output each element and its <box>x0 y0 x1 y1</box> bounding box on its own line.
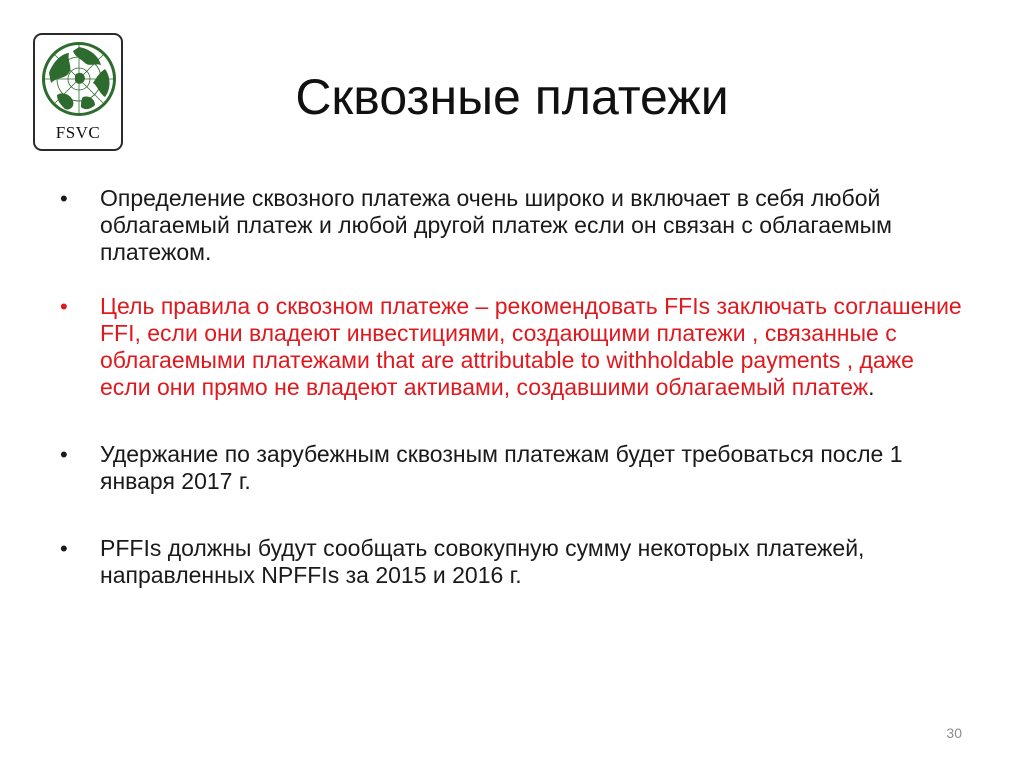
logo-text: FSVC <box>55 123 101 142</box>
bullet-text: PFFIs должны будут сообщать совокупную сумму некоторых платежей, направленных NPFFIs за 2015 и 2016 г. <box>100 535 865 588</box>
slide-title: Сквозные платежи <box>295 69 729 125</box>
bullet-item-goal <box>60 293 970 401</box>
bullet-item-withholding <box>60 441 970 495</box>
bullet-tail: . <box>868 374 875 400</box>
bullet-text: Цель правила о сквозном платеже – рекомендовать FFIs заключать соглашение FFI, если они владеют инвестициями, создающими платежи , связанные с облагаемыми платежами that are attributable to withholdable payments , даже если они прямо не владеют активами, создавшими облагаемый платеж <box>100 293 962 400</box>
bullet-dot: • <box>60 442 68 467</box>
bullet-text: Определение сквозного платежа очень широко и включает в себя любой облагаемый платеж и любой другой платеж если он связан с облагаемым платежом. <box>100 185 892 265</box>
page-number: 30 <box>946 725 962 741</box>
bullet-dot: • <box>60 536 68 561</box>
bullet-text: Удержание по зарубежным сквозным платежам будет требоваться после 1 января 2017 г. <box>100 441 903 494</box>
bullet-dot: • <box>60 186 68 211</box>
bullet-item-definition <box>60 185 970 266</box>
bullet-list <box>60 185 970 616</box>
bullet-item-reporting <box>60 535 970 589</box>
bullet-dot: • <box>60 294 68 319</box>
